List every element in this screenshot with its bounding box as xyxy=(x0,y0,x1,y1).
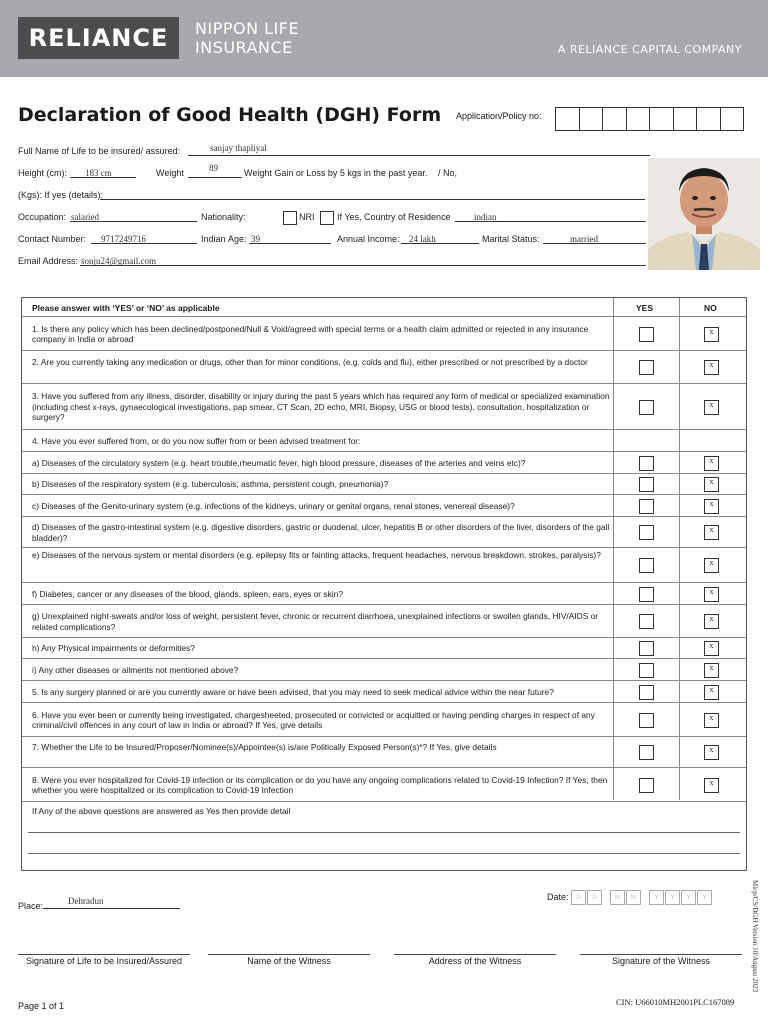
nationality-label: Nationality: xyxy=(201,212,246,222)
question-row xyxy=(22,702,746,736)
question-text: 5. Is any surgery planned or are you currently aware or have been advised, that you may need to seek medical advice within the near future? xyxy=(32,686,554,697)
question-row xyxy=(22,494,746,516)
question-text: 1. Is there any policy which has been declined/postponed/Null & Void/agreed with special terms or a health claim admitted or rejected in any insurance company in India or abroad xyxy=(32,323,589,344)
question-row xyxy=(22,350,746,383)
witness-name-label: Name of the Witness xyxy=(247,956,331,966)
yes-checkbox[interactable] xyxy=(639,499,654,514)
full-name-line xyxy=(188,155,650,156)
kgs-details-label: (Kgs): If yes (details): xyxy=(18,190,104,200)
policy-digit-box[interactable] xyxy=(626,107,651,131)
cin-number: CIN: U66010MH2001PLC167089 xyxy=(616,997,735,1007)
details-prompt: If Any of the above questions are answered as Yes then provide detail xyxy=(32,806,291,816)
version-text: Micp/CS/DGH Version 10/August 2023 xyxy=(751,880,759,993)
yes-checkbox[interactable] xyxy=(639,641,654,656)
witness-address-label: Address of the Witness xyxy=(428,956,522,966)
question-text: b) Diseases of the respiratory system (e.g. tuberculosis, asthma, persistent cough, pneumonia)? xyxy=(32,479,389,490)
no-column-header: NO xyxy=(704,303,717,313)
date-box[interactable]: M xyxy=(626,890,641,905)
kgs-details-line[interactable] xyxy=(100,199,645,200)
date-box[interactable]: Y xyxy=(665,890,680,905)
date-box[interactable]: Y xyxy=(697,890,712,905)
no-checkbox[interactable]: x xyxy=(704,685,719,700)
company-name-line2: INSURANCE xyxy=(195,38,293,57)
header-band xyxy=(0,0,768,77)
place-line xyxy=(43,908,180,909)
question-text: d) Diseases of the gastro-intestinal system (e.g. digestive disorders, gastric or duodenal, ulcer, hepatitis B or other disorders of the liver, disorders of the gall bladder)? xyxy=(32,522,610,543)
question-text: a) Diseases of the circulatory system (e.g. heart trouble,rheumatic fever, high blood pressure, diseases of the arteries and veins etc)? xyxy=(32,457,526,468)
question-text: i) Any other diseases or ailments not mentioned above? xyxy=(32,664,239,675)
question-row xyxy=(22,316,746,350)
details-line[interactable] xyxy=(28,832,740,833)
policy-digit-box[interactable] xyxy=(696,107,721,131)
questions-header: Please answer with ‘YES’ or ‘NO’ as applicable xyxy=(32,303,220,313)
yes-checkbox[interactable] xyxy=(639,360,654,375)
income-field[interactable]: 24 lakh xyxy=(409,234,436,244)
contact-field[interactable]: 9717249716 xyxy=(101,234,146,244)
yes-checkbox[interactable] xyxy=(639,614,654,629)
policy-digit-box[interactable] xyxy=(673,107,698,131)
no-checkbox[interactable]: x xyxy=(704,614,719,629)
marital-label: Marital Status: xyxy=(482,234,540,244)
age-field[interactable]: 39 xyxy=(251,234,260,244)
weight-field[interactable]: 89 xyxy=(209,163,218,173)
policy-digit-box[interactable] xyxy=(720,107,745,131)
question-text: f) Diabetes, cancer or any diseases of the blood, glands, spleen, ears, eyes or skin? xyxy=(32,588,343,599)
no-checkbox[interactable]: x xyxy=(704,400,719,415)
email-line xyxy=(80,265,646,266)
policy-digit-box[interactable] xyxy=(579,107,604,131)
form-title: Declaration of Good Health (DGH) Form xyxy=(18,104,442,126)
yes-checkbox[interactable] xyxy=(639,713,654,728)
date-label: Date: xyxy=(547,892,569,902)
no-checkbox[interactable]: x xyxy=(704,558,719,573)
residence-field[interactable]: indian xyxy=(474,212,497,222)
no-checkbox[interactable]: x xyxy=(704,745,719,760)
yes-checkbox[interactable] xyxy=(639,685,654,700)
date-box[interactable]: D xyxy=(587,890,602,905)
policy-label: Application/Policy no: xyxy=(456,111,542,121)
nri-checkbox[interactable] xyxy=(320,211,334,225)
weight-line xyxy=(188,177,242,178)
witness-name-line[interactable] xyxy=(208,954,370,955)
occupation-label: Occupation: xyxy=(18,212,67,222)
no-checkbox[interactable]: x xyxy=(704,713,719,728)
question-row xyxy=(22,582,746,604)
full-name-label: Full Name of Life to be insured/ assured: xyxy=(18,146,181,156)
question-text: 8. Were you ever hospitalized for Covid-19 infection or its complication or do you have any ongoing complications related to Covid-19 Infection? If Yes, then whether you were hospitalized or its complication to Covid-19 Infection xyxy=(32,774,608,795)
applicant-photo xyxy=(648,158,760,270)
question-row xyxy=(22,451,746,473)
witness-signature-line[interactable] xyxy=(580,954,742,955)
company-name xyxy=(195,19,345,57)
yes-checkbox[interactable] xyxy=(639,327,654,342)
yes-column-header: YES xyxy=(636,303,654,313)
question-text: 4. Have you ever suffered from, or do you now suffer from or been advised treatment for: xyxy=(32,435,361,446)
weight-gain-no: / No, xyxy=(438,168,458,178)
yes-checkbox[interactable] xyxy=(639,745,654,760)
question-text: 7. Whether the Life to be Insured/Proposer/Nominee(s)/Appointee(s) is/are Politically Exposed Person(s)*? If Yes, give details xyxy=(32,742,497,752)
marital-field[interactable]: married xyxy=(570,234,598,244)
income-label: Annual Income: xyxy=(337,234,400,244)
no-checkbox[interactable]: x xyxy=(704,778,719,793)
full-name-field[interactable]: sanjay thapliyal xyxy=(210,143,267,153)
question-text: 6. Have you ever been or currently being investigated, chargesheeted, prosecuted or convicted or acquitted or having pending charges in respect of any criminal/civil offences in any court of law in India or abroad? If Yes, give details xyxy=(32,709,595,730)
question-row xyxy=(22,736,746,767)
question-text: h) Any Physical impairments or deformities? xyxy=(32,643,195,654)
no-checkbox[interactable]: x xyxy=(704,499,719,514)
place-field[interactable]: Dehradun xyxy=(68,896,104,906)
question-row xyxy=(22,767,746,801)
yes-checkbox[interactable] xyxy=(639,400,654,415)
date-boxes[interactable] xyxy=(571,890,713,905)
question-row xyxy=(22,637,746,658)
no-checkbox[interactable]: x xyxy=(704,327,719,342)
table-divider xyxy=(22,801,746,802)
date-box[interactable]: D xyxy=(571,890,586,905)
company-name-line1: NIPPON LIFE xyxy=(195,19,300,38)
email-field[interactable]: sonju24@gmail.com xyxy=(81,256,157,266)
question-row xyxy=(22,658,746,680)
questions-table xyxy=(21,297,747,871)
no-checkbox[interactable]: x xyxy=(704,587,719,602)
occupation-field[interactable]: salaried xyxy=(71,212,99,222)
question-row xyxy=(22,383,746,429)
weight-label: Weight xyxy=(156,168,184,178)
details-line[interactable] xyxy=(28,853,740,854)
yes-checkbox[interactable] xyxy=(639,525,654,540)
question-text: 3. Have you suffered from any illness, disorder, disability or injury during the past 5 years which has required any form of medical or specialized examination (including chest x-rays, gynaecological investigations, pap smear, CT Scan, 2D echo, MRI, Biopsy, USG or blood tests), consultation, hospitalization or surgery? xyxy=(32,391,610,423)
question-text: g) Unexplained night-sweats and/or loss of weight, persistent fever, chronic or recurrent diarrhoea, unexplained infections or swollen glands, HIV/AIDS or related complications? xyxy=(32,611,599,632)
question-text: 2. Are you currently taking any medication or drugs, other than for minor conditions, (e.g. colds and flu), either prescribed or not prescribed by a doctor xyxy=(32,357,588,367)
yes-checkbox[interactable] xyxy=(639,558,654,573)
question-row xyxy=(22,680,746,702)
date-box[interactable]: M xyxy=(610,890,625,905)
no-checkbox[interactable]: x xyxy=(704,663,719,678)
no-checkbox[interactable]: x xyxy=(704,525,719,540)
height-label: Height (cm): xyxy=(18,168,68,178)
no-checkbox[interactable]: x xyxy=(704,641,719,656)
yes-checkbox[interactable] xyxy=(639,587,654,602)
yes-checkbox[interactable] xyxy=(639,663,654,678)
email-label: Email Address: xyxy=(18,256,79,266)
witness-signature-label: Signature of the Witness xyxy=(611,956,711,966)
yes-checkbox[interactable] xyxy=(639,477,654,492)
indian-checkbox[interactable] xyxy=(283,211,297,225)
no-checkbox[interactable]: x xyxy=(704,477,719,492)
policy-digit-box[interactable] xyxy=(555,107,580,131)
height-field[interactable]: 183 cm xyxy=(85,168,112,178)
question-row xyxy=(22,473,746,494)
question-row xyxy=(22,547,746,582)
weight-gain-label: Weight Gain or Loss by 5 kgs in the past year. xyxy=(244,168,428,178)
indian-label: Indian xyxy=(201,234,226,244)
policy-number-boxes[interactable] xyxy=(556,107,744,131)
question-row xyxy=(22,516,746,547)
witness-address-line[interactable] xyxy=(394,954,556,955)
nri-label: NRI xyxy=(299,212,315,222)
yes-checkbox[interactable] xyxy=(639,778,654,793)
tagline: A RELIANCE CAPITAL COMPANY xyxy=(557,43,742,56)
reliance-logo: RELIANCE xyxy=(18,17,179,59)
policy-digit-box[interactable] xyxy=(602,107,627,131)
residence-label: If Yes, Country of Residence xyxy=(337,212,451,222)
age-line xyxy=(249,243,331,244)
date-box[interactable]: Y xyxy=(681,890,696,905)
question-text: e) Diseases of the nervous system or mental disorders (e.g. epilepsy fits or fainting attacks, frequent headaches, nervous breakdown, strokes, paralysis)? xyxy=(32,549,601,560)
question-row xyxy=(22,429,746,451)
question-row xyxy=(22,604,746,637)
no-checkbox[interactable]: x xyxy=(704,456,719,471)
signature-label: Signature of Life to be Insured/Assured xyxy=(25,956,183,966)
page-number: Page 1 of 1 xyxy=(18,1001,65,1011)
contact-label: Contact Number: xyxy=(18,234,87,244)
date-box[interactable]: Y xyxy=(649,890,664,905)
no-checkbox[interactable]: x xyxy=(704,360,719,375)
question-text: c) Diseases of the Genito-urinary system (e.g. infections of the kidneys, urinary or genital organs, renal stones, venereal disease)? xyxy=(32,500,515,511)
signature-line[interactable] xyxy=(18,954,190,955)
age-label: Age: xyxy=(228,234,247,244)
policy-digit-box[interactable] xyxy=(649,107,674,131)
place-label: Place: xyxy=(18,901,44,911)
yes-checkbox[interactable] xyxy=(639,456,654,471)
